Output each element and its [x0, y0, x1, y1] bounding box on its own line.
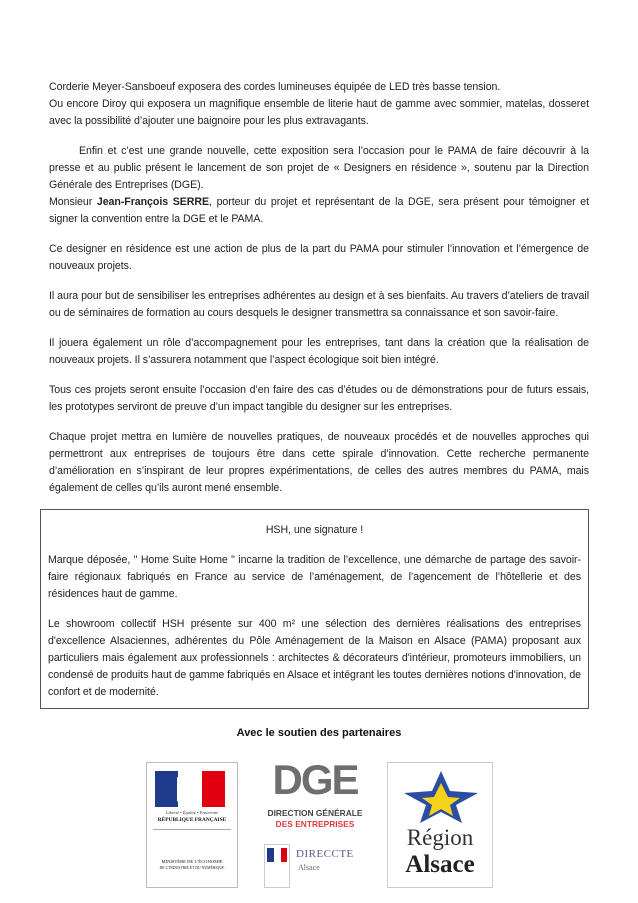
serre-prefix: Monsieur — [49, 196, 97, 208]
paragraph-support-role: Il jouera également un rôle d’accompagnement pour les entreprises, tant dans la création que la réalisation de nouveaux projets. Il s’assurera notamment que l’aspect écologique soit bien intégré. — [49, 337, 589, 366]
serre-suffix: , porteur du projet et représentant de la DGE, sera présent pour témoigner et signer la convention entre la DGE et le PAMA. — [49, 196, 589, 225]
dge-line-2: DES ENTREPRISES — [275, 819, 355, 829]
direccte-flag-icon — [264, 844, 290, 888]
rf-name: RÉPUBLIQUE FRANÇAISE — [157, 817, 227, 823]
dge-line-1: DIRECTION GÉNÉRALE — [267, 808, 363, 818]
paragraph-corderie: Corderie Meyer-Sansboeuf exposera des cordes lumineuses équipée de LED très basse tension. — [49, 81, 501, 93]
hsh-box-title: HSH, une signature ! — [265, 524, 364, 536]
paragraph-diroy: Ou encore Diroy qui exposera un magnifique ensemble de literie haut de gamme avec sommier, matelas, dosseret avec la possibilité d’ajouter une baignoire pour les plus extravagants. — [49, 98, 589, 127]
marianne-flag-icon — [155, 771, 225, 807]
hsh-box-paragraph-showroom: Le showroom collectif HSH présente sur 400 m² une sélection des dernières réalisations des entreprises d'excellence Alsaciennes, adhérentes du Pôle Aménagement de la Maison en Alsace (PAMA) proposant aux particuliers mais également aux professionnels : architectes & décorateurs d'intérieur, promoteurs immobiliers, un condensé de produits haut de gamme fabriqués en Alsace et intégrant les toutes dernières notions d'innovation, de confort et de modernité. — [48, 618, 581, 698]
region-line-2: Alsace — [405, 851, 475, 878]
dge-mark: DGE — [272, 756, 358, 803]
dge-logo — [258, 758, 372, 838]
star-icon — [398, 769, 484, 825]
ministry-line-2: DE L’INDUSTRIE ET DU NUMÉRIQUE — [159, 866, 225, 870]
paragraph-serre — [49, 194, 589, 228]
hsh-box-paragraph-brand: Marque déposée, " Home Suite Home " incarne la tradition de l’excellence, une démarche de partage des savoir-faire régionaux fabriqués en France au service de l’aménagement, de l’agencement de l’hôtellerie et des résidences haut de gamme. — [48, 554, 581, 600]
paragraph-designer: Ce designer en résidence est une action de plus de la part du PAMA pour stimuler l’innovation et l’émergence de nouveaux projets. — [49, 243, 589, 272]
person-name: Jean-François SERRE — [96, 196, 209, 208]
rf-motto: Liberté • Égalité • Fraternité — [165, 810, 219, 815]
direccte-logo — [264, 842, 374, 892]
direccte-name: DIRECCTE — [296, 848, 354, 860]
hsh-info-box — [40, 509, 589, 709]
paragraph-case-studies: Tous ces projets seront ensuite l’occasion d’en faire des cas d’études ou de démonstrations pour de futurs essais, les prototypes serviront de preuve d’un impact tangible du designer sur les entreprises. — [49, 384, 589, 413]
ministry-line-1: MINISTÈRE DE L’ÉCONOMIE — [161, 859, 223, 864]
logo-divider — [153, 829, 231, 830]
region-line-1: Région — [406, 825, 474, 850]
paragraph-purpose: Il aura pour but de sensibiliser les entreprises adhérentes au design et à ses bienfaits. Au travers d’ateliers de travail ou de séminaires de formation au cours desquels le designer transmettra sa connaissance et son savoir-faire. — [49, 290, 589, 319]
paragraph-innovation: Chaque projet mettra en lumière de nouvelles pratiques, de nouveaux procédés et de nouvelles approches qui permettront aux entreprises de toujours être dans cette spirale d’innovation. Cette recherche permanente d’amélioration en s’inspirant de leur propres expérimentations, de celles des autres membres du PAMA, mais également de celles qu’ils auront mené ensemble. — [49, 431, 589, 494]
direccte-region: Alsace — [298, 863, 320, 872]
paragraph-announcement: Enfin et c’est une grande nouvelle, cette exposition sera l’occasion pour le PAMA de faire découvrir à la presse et au public présent le lancement de son projet de « Designers en résidence », soutenu par la Direction Générale des Entreprises (DGE). — [49, 145, 589, 191]
republique-francaise-logo — [146, 762, 238, 888]
partners-heading: Avec le soutien des partenaires — [236, 727, 402, 739]
document-body — [49, 0, 589, 497]
region-alsace-logo — [387, 762, 493, 888]
